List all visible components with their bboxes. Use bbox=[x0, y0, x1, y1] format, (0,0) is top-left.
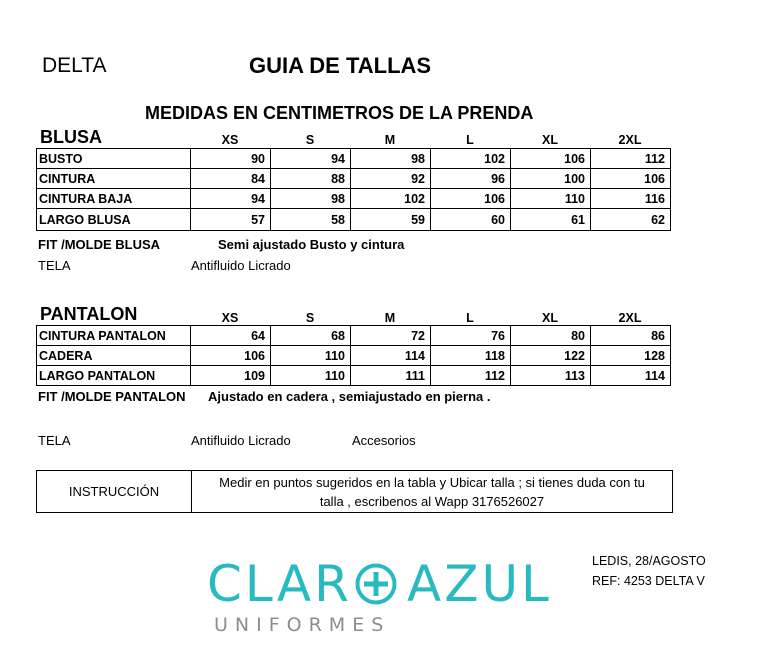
table-cell: 106 bbox=[511, 149, 591, 169]
table-cell: 116 bbox=[591, 189, 671, 209]
pantalon-fit-value: Ajustado en cadera , semiajustado en pierna . bbox=[208, 389, 491, 404]
table-row bbox=[37, 346, 671, 366]
table-cell: 76 bbox=[431, 326, 511, 346]
instruction-text bbox=[192, 471, 673, 513]
logo-tagline: UNIFORMES bbox=[214, 614, 391, 636]
blusa-tela-label: TELA bbox=[38, 258, 71, 273]
table-cell: 102 bbox=[431, 149, 511, 169]
blusa-fit-value: Semi ajustado Busto y cintura bbox=[218, 237, 405, 252]
table-cell: 59 bbox=[351, 209, 431, 231]
table-cell: 111 bbox=[351, 366, 431, 386]
table-cell: 106 bbox=[191, 346, 271, 366]
size-header-l: L bbox=[466, 133, 474, 147]
table-row bbox=[37, 189, 671, 209]
row-label-largo-pantalon: LARGO PANTALON bbox=[37, 366, 191, 386]
pantalon-title: PANTALON bbox=[40, 304, 138, 324]
size-header-xl: XL bbox=[542, 311, 558, 325]
table-cell: 68 bbox=[271, 326, 351, 346]
blusa-title: BLUSA bbox=[40, 127, 102, 147]
table-cell: 88 bbox=[271, 169, 351, 189]
footer-reference: REF: 4253 DELTA V bbox=[592, 574, 705, 588]
table-cell: 110 bbox=[271, 346, 351, 366]
table-cell: 98 bbox=[351, 149, 431, 169]
row-label-cintura-baja: CINTURA BAJA bbox=[37, 189, 191, 209]
size-header-xs: XS bbox=[221, 311, 239, 325]
table-cell: 112 bbox=[431, 366, 511, 386]
table-cell: 98 bbox=[271, 189, 351, 209]
blusa-tela-value: Antifluido Licrado bbox=[191, 258, 291, 273]
table-cell: 118 bbox=[431, 346, 511, 366]
blusa-size-table bbox=[36, 148, 671, 231]
table-row bbox=[37, 209, 671, 231]
table-cell: 113 bbox=[511, 366, 591, 386]
table-cell: 72 bbox=[351, 326, 431, 346]
table-cell: 106 bbox=[431, 189, 511, 209]
logo-word-claro: CLAR bbox=[207, 555, 352, 613]
table-cell: 114 bbox=[351, 346, 431, 366]
row-label-largo-blusa: LARGO BLUSA bbox=[37, 209, 191, 231]
table-cell: 122 bbox=[511, 346, 591, 366]
row-label-cintura: CINTURA bbox=[37, 169, 191, 189]
pantalon-tela-value: Antifluido Licrado bbox=[191, 433, 291, 448]
instruction-label: INSTRUCCIÓN bbox=[37, 471, 192, 513]
table-cell: 109 bbox=[191, 366, 271, 386]
blusa-fit-label: FIT /MOLDE BLUSA bbox=[38, 237, 161, 252]
footer-date: LEDIS, 28/AGOSTO bbox=[592, 554, 706, 568]
logo-word-azul: AZUL bbox=[407, 555, 552, 613]
table-cell: 100 bbox=[511, 169, 591, 189]
table-cell: 57 bbox=[191, 209, 271, 231]
size-header-xl: XL bbox=[542, 133, 558, 147]
table-cell: 92 bbox=[351, 169, 431, 189]
table-cell: 110 bbox=[271, 366, 351, 386]
brand-name: DELTA bbox=[42, 54, 107, 77]
table-cell: 112 bbox=[591, 149, 671, 169]
table-row bbox=[37, 326, 671, 346]
size-header-s: S bbox=[305, 311, 315, 325]
size-header-xs: XS bbox=[221, 133, 239, 147]
table-cell: 84 bbox=[191, 169, 271, 189]
instruction-line-2: talla , escribenos al Wapp 3176526027 bbox=[319, 493, 545, 509]
size-header-l: L bbox=[466, 311, 474, 325]
table-cell: 58 bbox=[271, 209, 351, 231]
size-header-s: S bbox=[305, 133, 315, 147]
instruction-line-1: Medir en puntos sugeridos en la tabla y Ubicar talla ; si tienes duda con tu bbox=[219, 474, 645, 490]
row-label-cintura-pantalon: CINTURA PANTALON bbox=[37, 326, 191, 346]
size-header-2xl: 2XL bbox=[618, 311, 642, 325]
table-cell: 94 bbox=[191, 189, 271, 209]
instruction-box bbox=[36, 470, 673, 513]
table-row bbox=[37, 169, 671, 189]
accesorios-label: Accesorios bbox=[352, 433, 416, 448]
pantalon-fit-label: FIT /MOLDE PANTALON bbox=[38, 389, 186, 404]
table-cell: 106 bbox=[591, 169, 671, 189]
row-label-cadera: CADERA bbox=[37, 346, 191, 366]
table-cell: 102 bbox=[351, 189, 431, 209]
page-subtitle: MEDIDAS EN CENTIMETROS DE LA PRENDA bbox=[145, 103, 534, 123]
table-cell: 94 bbox=[271, 149, 351, 169]
table-cell: 90 bbox=[191, 149, 271, 169]
table-cell: 61 bbox=[511, 209, 591, 231]
table-cell: 86 bbox=[591, 326, 671, 346]
row-label-busto: BUSTO bbox=[37, 149, 191, 169]
table-row bbox=[37, 149, 671, 169]
table-cell: 128 bbox=[591, 346, 671, 366]
circle-plus-icon bbox=[355, 563, 397, 605]
table-cell: 62 bbox=[591, 209, 671, 231]
table-cell: 80 bbox=[511, 326, 591, 346]
size-header-2xl: 2XL bbox=[618, 133, 642, 147]
size-header-m: M bbox=[384, 311, 396, 325]
table-cell: 110 bbox=[511, 189, 591, 209]
table-row bbox=[37, 366, 671, 386]
table-cell: 96 bbox=[431, 169, 511, 189]
table-cell: 60 bbox=[431, 209, 511, 231]
page-title: GUIA DE TALLAS bbox=[249, 53, 432, 78]
table-cell: 64 bbox=[191, 326, 271, 346]
size-header-m: M bbox=[384, 133, 396, 147]
pantalon-size-table bbox=[36, 325, 671, 386]
pantalon-tela-label: TELA bbox=[38, 433, 71, 448]
table-cell: 114 bbox=[591, 366, 671, 386]
